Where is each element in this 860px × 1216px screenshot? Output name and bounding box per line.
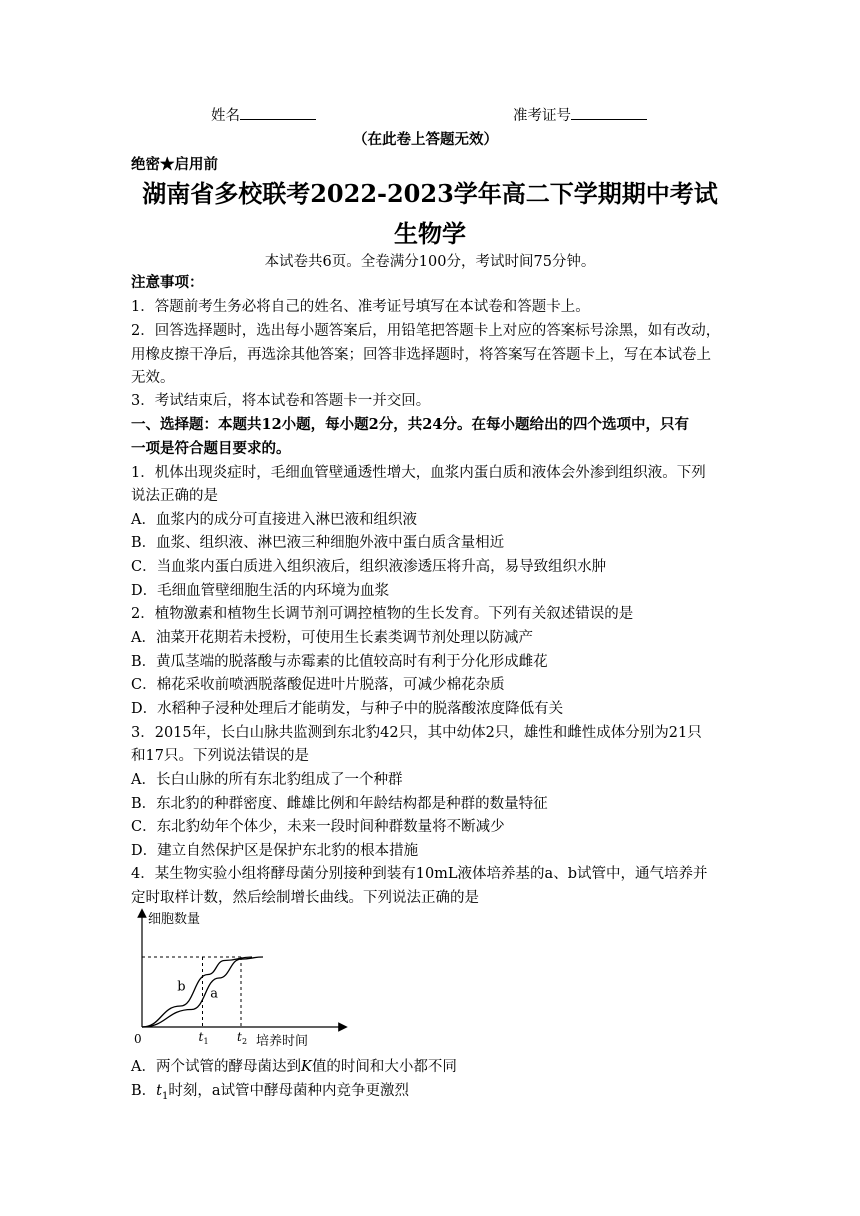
chart-plot-area — [142, 957, 263, 1046]
secret-mark: 绝密★启用前 — [131, 156, 218, 173]
series-label-a: a — [210, 986, 218, 1002]
exam-id-field[interactable] — [513, 104, 647, 125]
x-axis-label: 培养时间 — [256, 1034, 309, 1049]
note-item: 3．考试结束后，将本试卷和答题卡一并交回。 — [131, 393, 431, 409]
t-symbol: t — [156, 1083, 162, 1099]
q3-stem-cont: 和17只。下列说法错误的是 — [131, 748, 309, 764]
name-label: 姓名 — [211, 108, 240, 124]
q4-option-a — [131, 1056, 457, 1078]
q4-option-a-post: 值的时间和大小都不同 — [311, 1059, 457, 1075]
note-item: 无效。 — [131, 370, 175, 386]
q2-stem: 2．植物激素和植物生长调节剂可调控植物的生长发育。下列有关叙述错误的是 — [131, 606, 634, 622]
q2-option-c: C．棉花采收前喷洒脱落酸促进叶片脱落，可减少棉花杂质 — [131, 677, 505, 693]
note-item: 1．答题前考生务必将自己的姓名、准考证号填写在本试卷和答题卡上。 — [131, 299, 590, 315]
section-heading-cont: 一项是符合题目要求的。 — [131, 440, 291, 457]
q1-stem-cont: 说法正确的是 — [131, 488, 218, 504]
k-symbol: K — [300, 1059, 312, 1075]
q3-stem: 3．2015年，长白山脉共监测到东北豹42只，其中幼体2只，雄性和雌性成体分别为21只 — [131, 725, 702, 741]
q4-stem-cont: 定时取样计数，然后绘制增长曲线。下列说法正确的是 — [131, 890, 479, 906]
y-axis-label: 细胞数量 — [148, 912, 201, 927]
q3-option-b: B．东北豹的种群密度、雌雄比例和年龄结构都是种群的数量特征 — [131, 796, 548, 812]
exam-id-label: 准考证号 — [513, 108, 571, 124]
growth-curve-a — [142, 957, 263, 1027]
notes-heading: 注意事项： — [131, 274, 204, 291]
invalid-note: （在此卷上答题无效） — [353, 131, 498, 148]
exam-id-blank[interactable] — [571, 105, 647, 120]
name-blank[interactable] — [240, 105, 316, 120]
q3-option-c: C．东北豹幼年个体少，未来一段时间种群数量将不断减少 — [131, 819, 505, 835]
t-subscript: 1 — [161, 1090, 169, 1102]
q4-option-b — [131, 1080, 409, 1108]
x-tick-sub: 2 — [242, 1037, 248, 1046]
q1-option-d: D．毛细血管壁细胞生活的内环境为血浆 — [131, 583, 390, 599]
q1-stem: 1．机体出现炎症时，毛细血管壁通透性增大，血浆内蛋白质和液体会外渗到组织液。下列 — [131, 465, 706, 481]
x-tick-label: t — [237, 1030, 242, 1044]
section-heading: 一、选择题：本题共12小题，每小题2分，共24分。在每小题给出的四个选项中，只有 — [131, 416, 689, 433]
growth-curve-b — [142, 957, 252, 1027]
q3-option-a: A．长白山脉的所有东北豹组成了一个种群 — [131, 772, 403, 788]
q1-option-b: B．血浆、组织液、淋巴液三种细胞外液中蛋白质含量相近 — [131, 535, 505, 551]
yeast-growth-chart — [128, 905, 348, 1055]
q4-stem: 4．某生物实验小组将酵母菌分别接种到装有10mL液体培养基的a、b试管中，通气培养并 — [131, 866, 708, 882]
q4-option-a-pre: A．两个试管的酵母菌达到 — [131, 1059, 301, 1075]
q1-option-a: A．血浆内的成分可直接进入淋巴液和组织液 — [131, 512, 417, 528]
subject-title: 生物学 — [394, 219, 466, 248]
q4-option-b-post: 时刻，a试管中酵母菌种内竞争更激烈 — [168, 1083, 410, 1099]
series-label-b: b — [177, 979, 186, 995]
q2-option-a: A．油菜开花期若未授粉，可使用生长素类调节剂处理以防减产 — [131, 630, 533, 646]
x-tick-sub: 1 — [203, 1037, 209, 1046]
q1-option-c: C．当血浆内蛋白质进入组织液后，组织液渗透压将升高，易导致组织水肿 — [131, 559, 607, 575]
q3-option-d: D．建立自然保护区是保护东北豹的根本措施 — [131, 843, 419, 859]
x-tick-label: t — [198, 1030, 204, 1044]
name-field[interactable] — [211, 104, 316, 125]
q4-option-b-pre: B． — [131, 1083, 157, 1099]
note-item: 用橡皮擦干净后，再选涂其他答案；回答非选择题时，将答案写在答题卡上，写在本试卷上 — [131, 347, 711, 363]
origin-label: 0 — [134, 1032, 142, 1046]
q2-option-d: D．水稻种子浸种处理后才能萌发，与种子中的脱落酸浓度降低有关 — [131, 701, 564, 717]
exam-info: 本试卷共6页。全卷满分100分，考试时间75分钟。 — [264, 254, 596, 270]
q2-option-b: B．黄瓜茎端的脱落酸与赤霉素的比值较高时有利于分化形成雌花 — [131, 654, 548, 670]
note-item: 2．回答选择题时，选出每小题答案后，用铅笔把答题卡上对应的答案标号涂黑，如有改动， — [131, 323, 721, 339]
exam-title: 湖南省多校联考2022-2023学年高二下学期期中考试 — [142, 179, 718, 208]
